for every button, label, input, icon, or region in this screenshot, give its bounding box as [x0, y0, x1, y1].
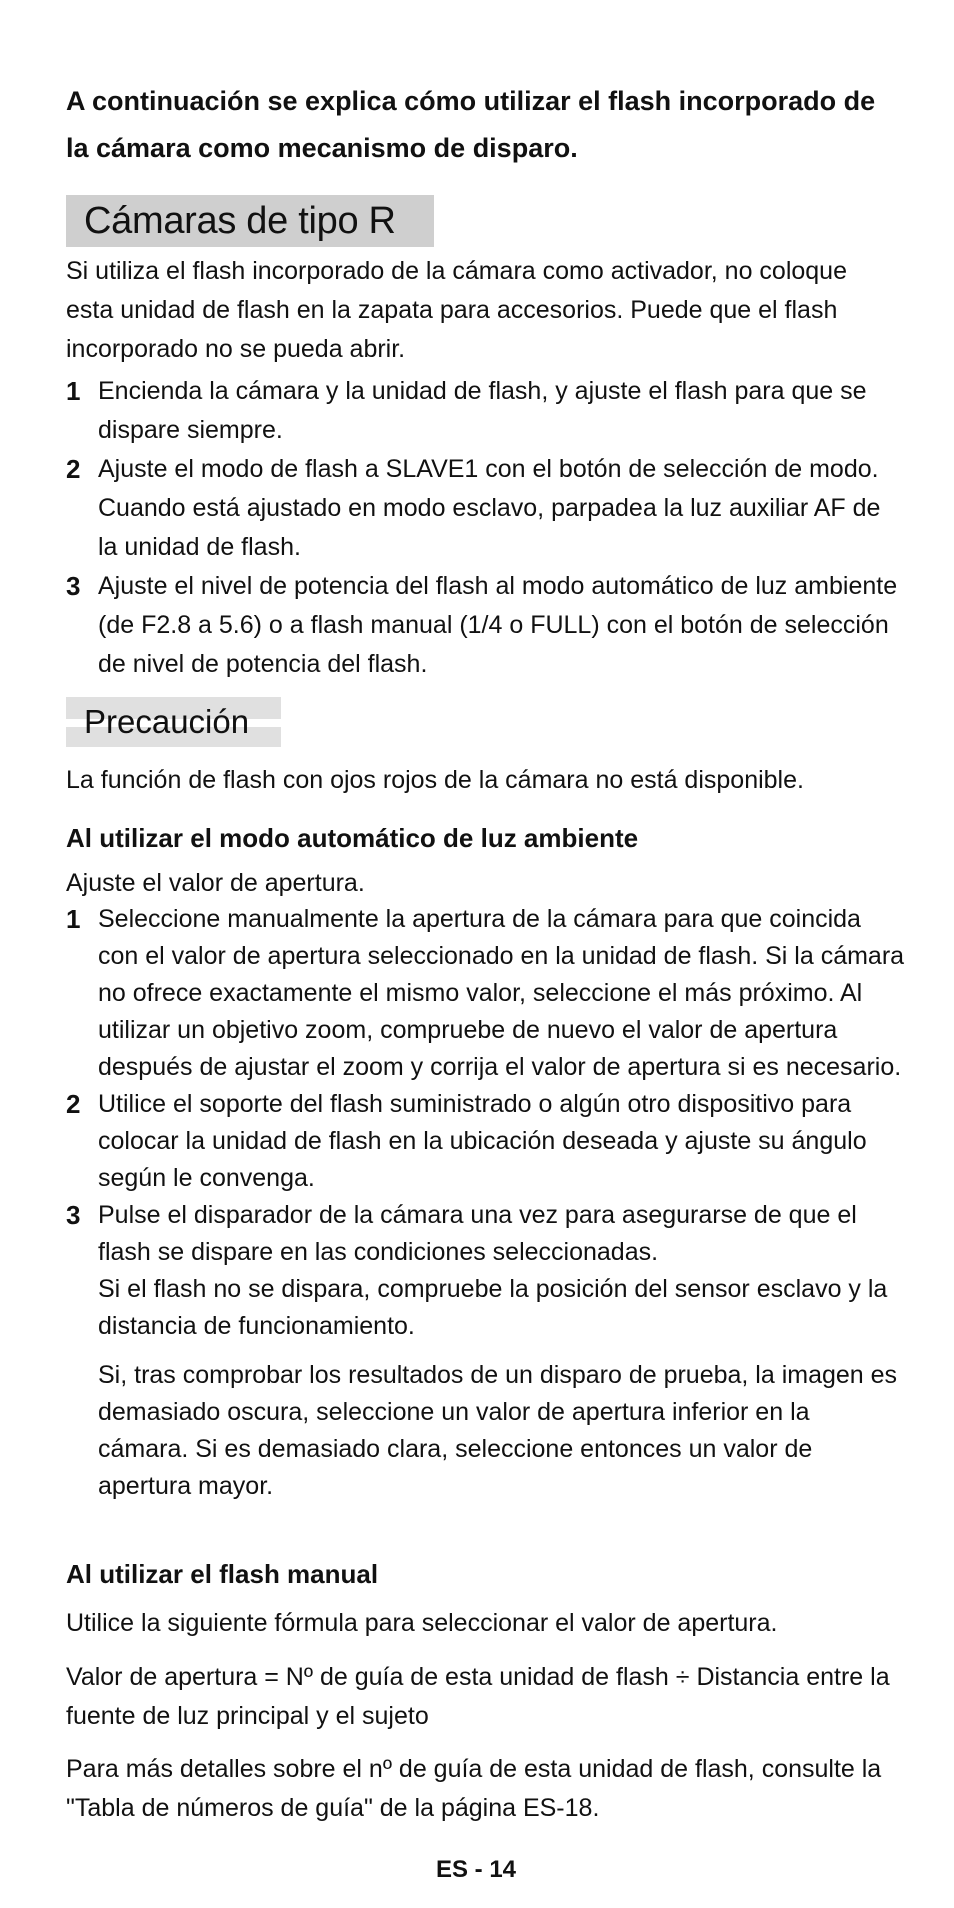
- step-text: Seleccione manualmente la apertura de la cámara para que coincida con el valor de apertura seleccionado en la unidad de flash. Si la cámara no ofrece exactamente el mismo valor, seleccione el más próximo. Al utilizar un objetivo zoom, compruebe de nuevo el valor de apertura después de ajustar el zoom y corrija el valor de apertura si es necesario.: [98, 905, 905, 1081]
- step-text: Ajuste el modo de flash a SLAVE1 con el botón de selección de modo. Cuando está ajustado en modo esclavo, parpadea la luz auxiliar AF de la unidad de flash.: [98, 455, 881, 561]
- step-note-test-shot: Si, tras comprobar los resultados de un disparo de prueba, la imagen es demasiado oscura, seleccione un valor de apertura inferior en la cámara. Si es demasiado clara, seleccione entonces un valor de apertura mayor.: [98, 1361, 898, 1500]
- list-item: [66, 1086, 906, 1197]
- step-text: Encienda la cámara y la unidad de flash, y ajuste el flash para que se dispare siempre.: [98, 377, 867, 444]
- intro-text: A continuación se explica cómo utilizar el flash incorporado de la cámara como mecanismo de disparo.: [66, 86, 876, 163]
- list-item: [66, 372, 906, 450]
- step-text: Pulse el disparador de la cámara una vez para asegurarse de que el flash se dispare en las condiciones seleccionadas.: [98, 1201, 857, 1266]
- aperture-formula: Valor de apertura = Nº de guía de esta unidad de flash ÷ Distancia entre la fuente de luz principal y el sujeto: [66, 1663, 890, 1730]
- auto-mode-steps: [66, 901, 906, 1505]
- section-r-intro: Si utiliza el flash incorporado de la cámara como activador, no coloque esta unidad de flash en la zapata para accesorios. Puede que el flash incorporado no se pueda abrir.: [66, 257, 847, 363]
- step-text: Ajuste el nivel de potencia del flash al modo automático de luz ambiente (de F2.8 a 5.6) o a flash manual (1/4 o FULL) con el botón de selección de nivel de potencia del flash.: [98, 572, 898, 678]
- caution-heading-label: Precaución: [84, 703, 250, 740]
- step-number: 3: [66, 1200, 81, 1230]
- manual-mode-intro: Utilice la siguiente fórmula para seleccionar el valor de apertura.: [66, 1609, 778, 1637]
- auto-mode-heading: Al utilizar el modo automático de luz ambiente: [66, 823, 639, 853]
- step-number: 1: [66, 904, 81, 934]
- step-number: 3: [66, 571, 81, 601]
- guide-number-note: Para más detalles sobre el nº de guía de esta unidad de flash, consulte la "Tabla de números de guía" de la página ES-18.: [66, 1755, 882, 1822]
- step-note: Si el flash no se dispara, compruebe la posición del sensor esclavo y la distancia de funcionamiento.: [98, 1275, 888, 1340]
- caution-heading: [66, 697, 281, 747]
- section-r-steps: [66, 372, 906, 684]
- section-heading-label: Cámaras de tipo R: [84, 200, 396, 242]
- list-item: [66, 1197, 906, 1505]
- step-number: 1: [66, 376, 81, 406]
- list-item: [66, 567, 906, 684]
- auto-mode-intro: Ajuste el valor de apertura.: [66, 869, 365, 897]
- manual-mode-heading: Al utilizar el flash manual: [66, 1559, 379, 1589]
- step-text: Utilice el soporte del flash suministrado o algún otro dispositivo para colocar la unidad de flash en la ubicación deseada y ajuste su ángulo según le convenga.: [98, 1090, 867, 1192]
- step-number: 2: [66, 454, 81, 484]
- list-item: [66, 901, 906, 1086]
- step-number: 2: [66, 1089, 81, 1119]
- page-number: ES - 14: [435, 1856, 517, 1883]
- caution-text: La función de flash con ojos rojos de la cámara no está disponible.: [66, 766, 804, 794]
- section-heading-r-cameras: [66, 195, 434, 247]
- list-item: [66, 450, 906, 567]
